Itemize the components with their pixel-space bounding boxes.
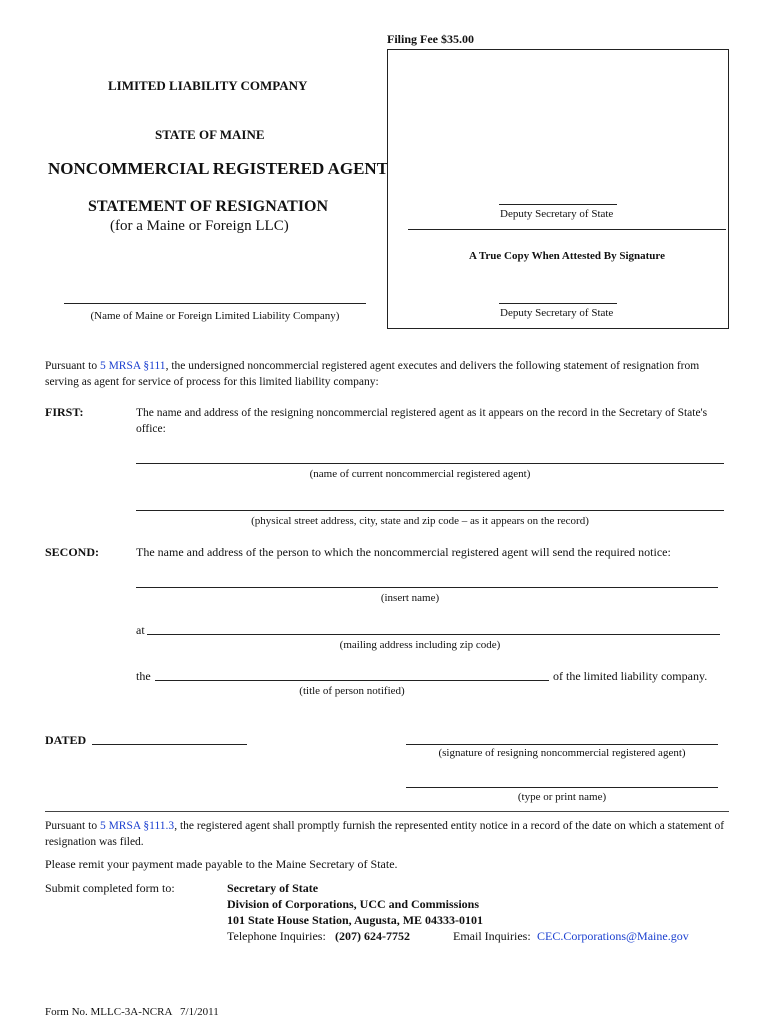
print-name-field[interactable]: [406, 787, 718, 788]
agent-address-field[interactable]: [136, 510, 724, 511]
title-suffix: of the limited liability company.: [553, 669, 708, 683]
second-label: SECOND:: [45, 545, 100, 559]
email-link[interactable]: CEC.Corporations@Maine.gov: [537, 929, 689, 943]
email-label: Email Inquiries:: [453, 929, 531, 943]
print-name-caption: (type or print name): [517, 791, 607, 803]
person-title-caption: (title of person notified): [299, 685, 405, 697]
phone-number: (207) 624-7752: [335, 929, 410, 943]
company-name-caption: (Name of Maine or Foreign Limited Liability Company): [90, 310, 340, 322]
agent-name-caption: (name of current noncommercial registered agent): [309, 468, 531, 480]
company-name-field[interactable]: [64, 303, 366, 304]
intro-text: , the undersigned noncommercial registered agent executes and delivers the following statement of resignation from serving as agent for service of process for this limited liability company:: [45, 360, 700, 388]
the-label: the: [136, 669, 151, 683]
notice-name-caption: (insert name): [380, 592, 440, 604]
mailing-address-caption: (mailing address including zip code): [339, 639, 501, 651]
deputy-signature-line-2: [499, 303, 617, 304]
dated-label: DATED: [45, 733, 87, 747]
submit-label: Submit completed form to:: [45, 881, 175, 895]
notice-name-field[interactable]: [136, 587, 718, 588]
filing-stamp-box: [387, 49, 729, 329]
deputy-caption-2: Deputy Secretary of State: [500, 307, 614, 319]
true-copy-label: A True Copy When Attested By Signature: [469, 250, 665, 262]
intro-paragraph: [45, 358, 729, 390]
form-title-resignation: STATEMENT OF RESIGNATION: [88, 198, 329, 215]
filing-fee: Filing Fee $35.00: [387, 32, 474, 46]
first-text: The name and address of the resigning noncommercial registered agent as it appears on the record in the Secretary of State's office:: [136, 407, 708, 435]
at-label: at: [136, 623, 145, 637]
form-subtitle: (for a Maine or Foreign LLC): [110, 218, 289, 234]
note-prefix: Pursuant to: [45, 820, 100, 832]
note-text: , the registered agent shall promptly furnish the represented entity notice in a record of the date on which a statement of resignation was filed.: [45, 820, 725, 848]
statute-link-111[interactable]: 5 MRSA §111: [99, 360, 166, 372]
signature-field[interactable]: [406, 744, 718, 745]
signature-caption: (signature of resigning noncommercial registered agent): [438, 747, 686, 759]
resignation-notice-paragraph: [45, 818, 729, 850]
box-divider: [408, 229, 726, 230]
address-line-1: Secretary of State: [227, 881, 319, 895]
form-number: Form No. MLLC-3A-NCRA 7/1/2011: [45, 1006, 219, 1018]
statute-link-111-3[interactable]: 5 MRSA §111.3: [99, 820, 175, 832]
second-text: The name and address of the person to which the noncommercial registered agent will send the required notice:: [136, 545, 671, 559]
deputy-caption-1: Deputy Secretary of State: [500, 208, 614, 220]
remit-instructions: Please remit your payment made payable to the Maine Secretary of State.: [45, 857, 398, 871]
address-line-2: Division of Corporations, UCC and Commissions: [227, 897, 480, 911]
agent-address-caption: (physical street address, city, state and zip code – as it appears on the record): [251, 515, 589, 527]
form-title-agent: NONCOMMERCIAL REGISTERED AGENT: [48, 159, 389, 178]
person-title-field[interactable]: [155, 680, 549, 681]
footer-divider: [45, 811, 729, 812]
first-label: FIRST:: [45, 405, 84, 419]
deputy-signature-line-1: [499, 204, 617, 205]
intro-prefix: Pursuant to: [45, 360, 100, 372]
phone-label: Telephone Inquiries:: [227, 929, 326, 943]
form-title-llc: LIMITED LIABILITY COMPANY: [108, 78, 308, 93]
mailing-address-field[interactable]: [147, 634, 720, 635]
agent-name-field[interactable]: [136, 463, 724, 464]
address-line-3: 101 State House Station, Augusta, ME 04333-0101: [227, 913, 484, 927]
date-field[interactable]: [92, 744, 247, 745]
form-title-state: STATE OF MAINE: [155, 127, 265, 142]
